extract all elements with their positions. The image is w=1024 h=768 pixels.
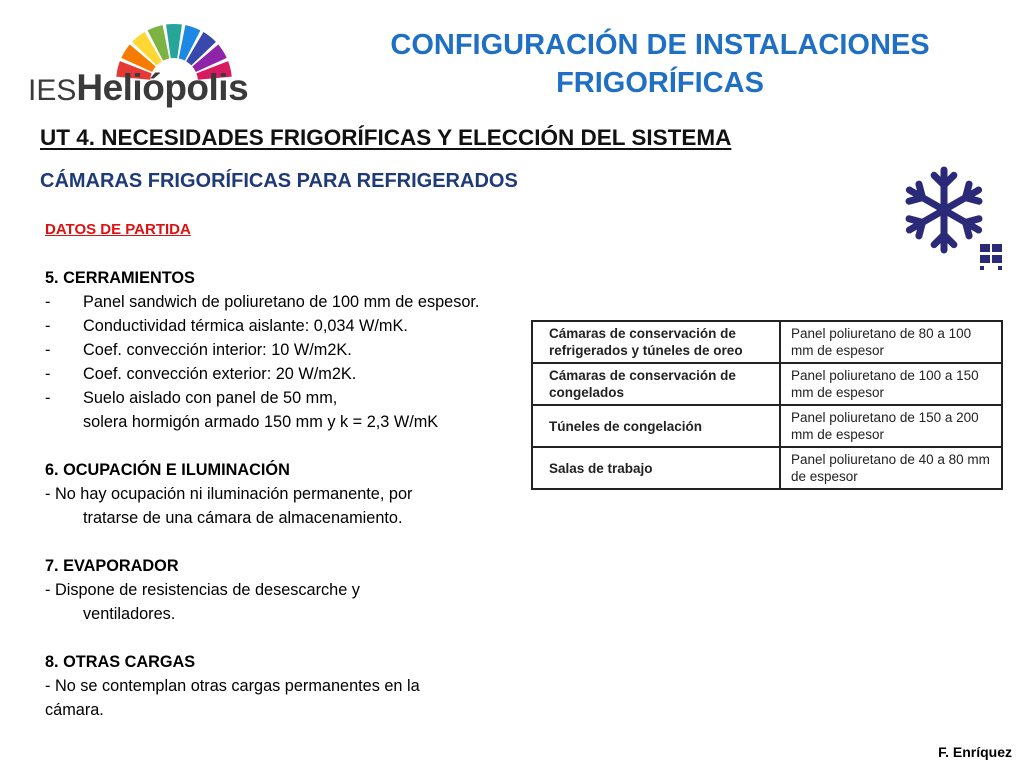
table-cell: Panel poliuretano de 80 a 100 mm de espesor bbox=[780, 321, 1002, 363]
list-item: - Panel sandwich de poliuretano de 100 mm de espesor. bbox=[45, 293, 480, 311]
logo-segment bbox=[166, 24, 182, 58]
table-cell: Panel poliuretano de 40 a 80 mm de espesor bbox=[780, 447, 1002, 489]
section-8-text-cont: cámara. bbox=[45, 701, 104, 719]
logo-text bbox=[28, 68, 248, 111]
author-credit: F. Enríquez bbox=[938, 744, 1012, 760]
snowflake-branch bbox=[909, 219, 923, 223]
table-row bbox=[532, 363, 1002, 405]
list-item: - Conductividad térmica aislante: 0,034 W/mK. bbox=[45, 317, 408, 335]
list-item-continuation: solera hormigón armado 150 mm y k = 2,3 W/mK bbox=[83, 413, 439, 431]
datos-heading: DATOS DE PARTIDA bbox=[45, 221, 191, 238]
table-cell: Túneles de congelación bbox=[532, 405, 780, 447]
unit-heading: UT 4. NECESIDADES FRIGORÍFICAS Y ELECCIÓN DEL SISTEMA bbox=[40, 125, 732, 150]
snowflake-icon bbox=[898, 164, 1010, 276]
table-cell: Panel poliuretano de 100 a 150 mm de espesor bbox=[780, 363, 1002, 405]
snowflake-branch bbox=[965, 198, 979, 202]
content-body bbox=[45, 218, 525, 722]
logo-prefix: IES bbox=[28, 74, 77, 107]
section-7-text: - Dispone de resistencias de desescarche y bbox=[45, 581, 360, 599]
page-title bbox=[290, 26, 1024, 102]
table-cell: Cámaras de conservación de refrigerados y túneles de oreo bbox=[532, 321, 780, 363]
section-6-text: - No hay ocupación ni iluminación permanente, por bbox=[45, 485, 413, 503]
section-8-text: - No se contemplan otras cargas permanentes en la bbox=[45, 677, 420, 695]
list-item: - Coef. convección interior: 10 W/m2K. bbox=[45, 341, 352, 359]
table-cell: Cámaras de conservación de congelados bbox=[532, 363, 780, 405]
section-8-title: 8. OTRAS CARGAS bbox=[45, 653, 196, 671]
section-7-text-cont: ventiladores. bbox=[83, 605, 176, 623]
section-7-title: 7. EVAPORADOR bbox=[45, 557, 179, 575]
page-title-line1: CONFIGURACIÓN DE INSTALACIONES bbox=[390, 29, 930, 61]
table-row bbox=[532, 405, 1002, 447]
table-row bbox=[532, 447, 1002, 489]
snowflake-branch bbox=[965, 222, 969, 236]
section-6-text-cont: tratarse de una cámara de almacenamiento. bbox=[83, 509, 403, 527]
list-item: - Coef. convección exterior: 20 W/m2K. bbox=[45, 365, 357, 383]
section-subtitle: CÁMARAS FRIGORÍFICAS PARA REFRIGERADOS bbox=[40, 170, 518, 192]
section-5-title: 5. CERRAMIENTOS bbox=[45, 269, 195, 287]
page-title-line2: FRIGORÍFICAS bbox=[556, 67, 764, 99]
table-row bbox=[532, 321, 1002, 363]
table-cell: Panel poliuretano de 150 a 200 mm de espesor bbox=[780, 405, 1002, 447]
logo-name: Heliópolis bbox=[76, 67, 249, 108]
grid-icon bbox=[980, 244, 1002, 270]
list-item: - Suelo aislado con panel de 50 mm, bbox=[45, 389, 338, 407]
section-6-title: 6. OCUPACIÓN E ILUMINACIÓN bbox=[45, 461, 290, 479]
insulation-table bbox=[531, 320, 1003, 490]
table-cell: Salas de trabajo bbox=[532, 447, 780, 489]
snowflake-branch bbox=[919, 184, 923, 198]
